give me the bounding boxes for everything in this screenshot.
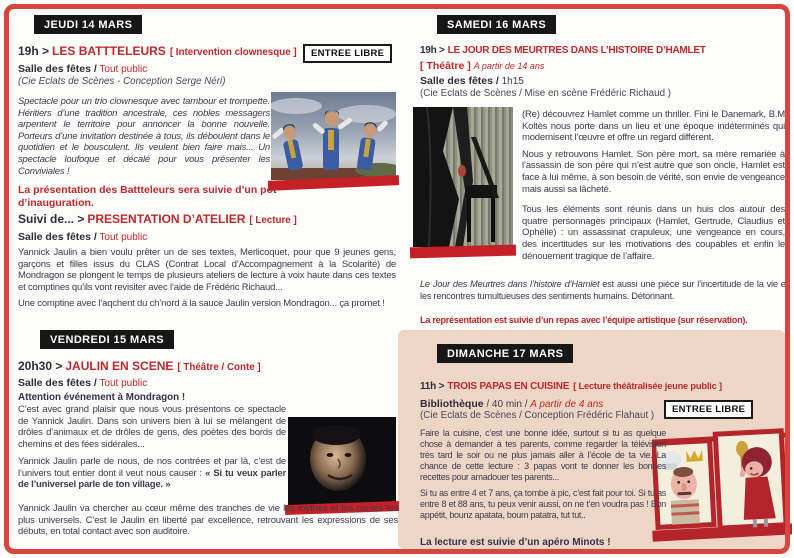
date-header-thursday: JEUDI 14 MARS (34, 15, 142, 34)
body-segment: est aussi une pièce sur l’incertitude de la vie et les rencontres tumultueuses des sentiments humains. Détonnant. (420, 279, 788, 301)
event-time: 20h30 > (18, 359, 63, 373)
event-category: [ Lecture ] (249, 215, 297, 226)
entree-libre-badge-thursday: ENTREE LIBRE (303, 44, 392, 63)
venue-name: Salle des fêtes / (18, 377, 97, 389)
battteleurs-performers-illustration (271, 92, 396, 180)
body-text-friday-2 (18, 456, 286, 496)
event-category: [ Intervention clownesque ] (169, 47, 297, 58)
age-note: A partir de 14 ans (473, 61, 545, 71)
quote-bold: « Si tu veux parler de l’universel parle de ton village. » (18, 467, 286, 491)
event-subtitle-hamlet (420, 60, 544, 72)
date-header-sunday: DIMANCHE 17 MARS (437, 344, 573, 363)
venue-name: Salle des fêtes / (18, 231, 97, 243)
event-category: [ Théâtre / Conte ] (177, 362, 261, 373)
audience: Tout public (99, 378, 148, 389)
jaulin-portrait-illustration (288, 417, 396, 505)
venue-name: Bibliothèque (420, 398, 484, 410)
three-dads-comic-illustration (652, 424, 792, 548)
venue-name: Salle des fêtes / (18, 63, 97, 75)
battteleurs-photo (271, 92, 396, 188)
jaulin-photo (288, 417, 396, 513)
event-title-text: JAULIN EN SCENE (65, 359, 174, 373)
lead-friday: Attention événement à Mondragon ! (18, 392, 186, 403)
entree-libre-badge-sunday: ENTREE LIBRE (664, 400, 753, 419)
body-segment: Yannick Jaulin parle de nous, de nos contrées et par là, c’est de l’univers tout entier dont il veut nous causer : (18, 456, 286, 479)
event-title-text: LES BATTTELEURS (52, 44, 166, 58)
audience: Tout public (99, 232, 148, 243)
body-text-sunday: Faire la cuisine, c’est une bonne idée, surtout si tu as quelque chose à demander à tes parents, comme regarder la télévision très tard le soir ou ne plus jamais aller à l’école de ta vie. La chance de cette lecture : 3 papas vont te donner les bonnes recettes pour amadouer tes parents... Si tu as entre 4 et 7 ans, ça tombe à pic, c’est fait pour toi. Si tu as entre 8 et 88 ans, tu peux venir aussi, on ne t’en voudra pas ! Bon appétit, bounz apatata, boum patatra, tut tut.. (420, 428, 666, 520)
body-text-friday-3: Yannick Jaulin va chercher au cœur même des tranches de vie les mythes et les contes les plus universels. C’est le Jaulin en liberté par excellence, retrouvant les expressions de ses débuts, en total contact avec son auditoire. (18, 503, 398, 538)
event-category: [ Théâtre ] (420, 60, 471, 72)
age-note: A partir de 4 ans (530, 399, 604, 410)
highlight-thursday: La présentation des Battteleurs sera suivie d’un pot d’inauguration. (18, 184, 277, 209)
body-text-saturday-1: (Re) découvrez Hamlet comme un thriller. Fini le Danemark, B.M Koltès nous porte dans un lieu et une époque indéterminés qui modernisent l’œuvre et offre un regard différent. Nous y retrouvons Hamlet. Son père mort, sa mère remariée à l’assassin de son père qui n’est autre que son oncle, Hamlet est face à lui même, à son besoin de vérité, son envie de vengeance mais aussi sa lâcheté. Tous les éléments sont réunis dans un huis clos autour des quatre personnages principaux (Hamlet, Gertrude, Claudius et Ophélie) : un assassinat crapuleux, une vengeance en cours, des incertitudes sur les motivations des coupables et enfin le dénouement tragique de l’affaire. (522, 109, 785, 262)
highlight-sunday: La lecture est suivie d’un apéro Minots ! (420, 537, 611, 548)
body-text-thursday: Spectacle pour un trio clownesque avec tambour et trompette. Héritiers d’une tradition ancestrale, ces nobles messagers arpentent le territoire pour annoncer la bonne nouvelle. Porteurs d’une invitation destinée à tous, ils déboulent dans le quotidien et le bousculent. Ils veulent bien faire mais... Un spectacle loufoque et décalé pour vous présenter les Conviviales ! (18, 96, 270, 177)
event-time: 11h > (420, 381, 445, 392)
play-title-italic: Le Jour des Meurtres dans l’histoire d’Hamlet (420, 279, 600, 289)
date-header-saturday: SAMEDI 16 MARS (437, 15, 556, 34)
duration: 1h15 (501, 76, 524, 87)
event-title-atelier (18, 212, 297, 226)
event-title-text: TROIS PAPAS EN CUISINE (447, 381, 570, 392)
event-title-hamlet (420, 45, 710, 56)
credits-saturday: (Cie Eclats de Scènes / Mise en scène Frédéric Richaud ) (420, 88, 672, 99)
venue-name: Salle des fêtes / (420, 75, 499, 87)
duration: / 40 min / (486, 399, 528, 410)
highlight-saturday: La représentation est suivie d’un repas avec l’équipe artistique (sur réservation). (420, 315, 748, 325)
photo-red-band (410, 245, 516, 259)
venue-line-saturday (420, 75, 524, 87)
hamlet-scene-illustration (413, 107, 513, 247)
cuisine-illustration (652, 424, 792, 548)
body-text-saturday-2 (420, 279, 788, 307)
credits-thursday: (Cie Eclats de Scènes - Conception Serge Néri) (18, 76, 226, 87)
date-header-friday: VENDREDI 15 MARS (40, 330, 174, 349)
venue-line-friday (18, 377, 147, 389)
event-title-battteleurs (18, 44, 297, 58)
venue-line-thursday (18, 63, 147, 75)
event-title-jaulin (18, 359, 261, 373)
event-time: 19h > (420, 45, 445, 56)
venue-line-sunday (420, 398, 603, 410)
event-title-text: LE JOUR DES MEURTRES DANS L’HISTOIRE D’HAMLET (447, 45, 706, 56)
event-title-trois-papas (420, 381, 722, 392)
body-text-friday-1: C’est avec grand plaisir que nous vous présentons ce spectacle de Yannick Jaulin. Dans son univers bien à lui se mélangent de drôles d’animaux et de drôles de gens, des poètes des bords de chemins et des fées sidérales... (18, 404, 286, 450)
event-time: 19h > (18, 44, 50, 58)
body-text-atelier: Yannick Jaulin a bien voulu prêter un de ses textes, Merlicoquet, pour que 9 jeunes gens, garçons et filles issus du CLAS (Contrat Local d’Accompagnement à la Scolarité) de Mondragon se plongent le temps de plusieurs ateliers de lecture à voix haute dans ces textes et comptines qu’ils vont revisiter avec l’aide de Frédéric Richaud... Une comptine avec l’aqchent du ch’nord à la sauce Jaulin version Mondragon... ça promet ! (18, 247, 396, 310)
event-category: [ Lecture théâtralisée jeune public ] (573, 381, 722, 391)
event-prefix: Suivi de... > (18, 212, 85, 226)
audience: Tout public (99, 64, 148, 75)
hamlet-photo (413, 107, 513, 257)
venue-line-atelier (18, 231, 147, 243)
event-title-text: PRESENTATION D’ATELIER (87, 212, 246, 226)
credits-sunday: (Cie Eclats de Scènes / Conception Frédéric Flahaut ) (420, 410, 655, 421)
